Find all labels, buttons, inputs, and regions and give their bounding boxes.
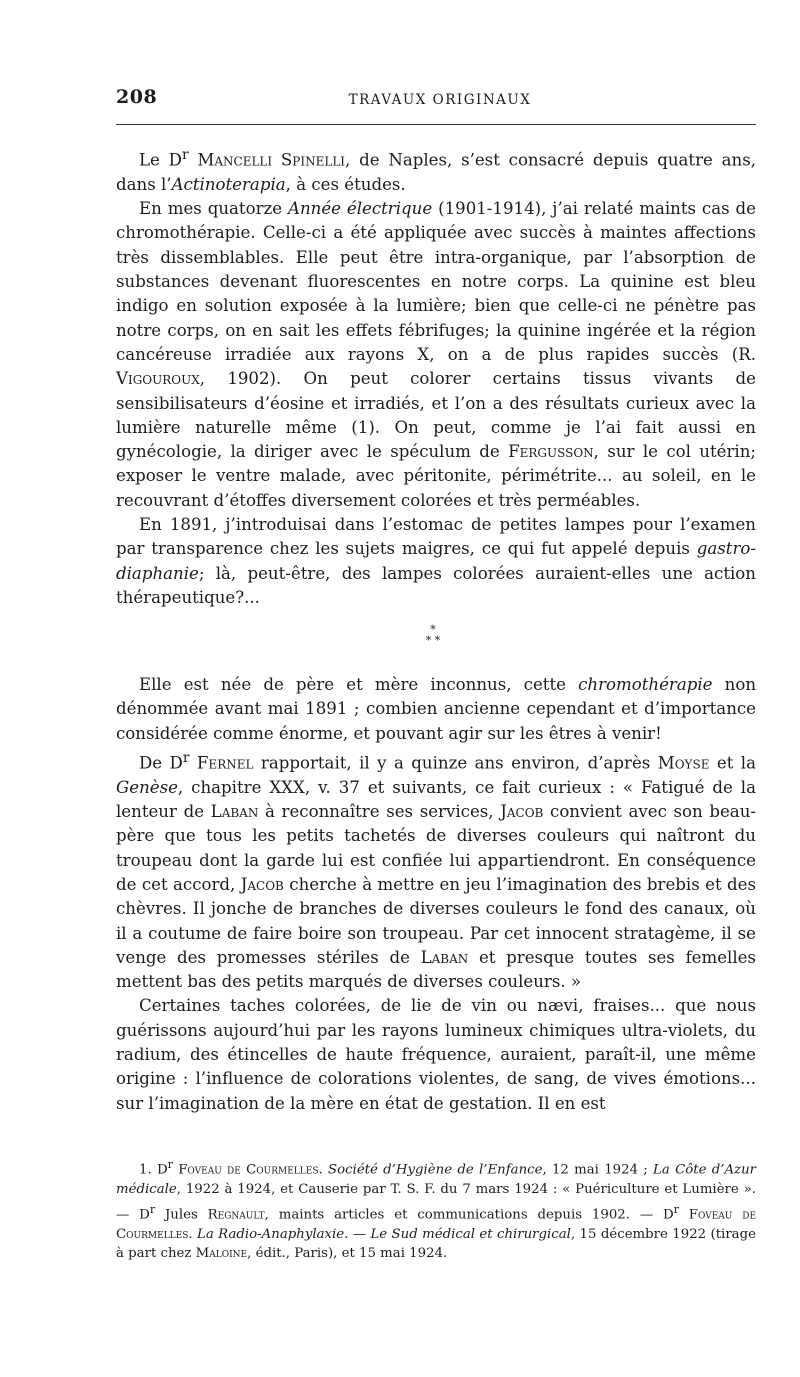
asterism-separator: * * *	[425, 623, 441, 647]
footnote-1: 1. $D^r$ Foveau de Courmelles. Société d’Hygiène de l’Enfance, 12 mai 1924 ; La Côte d’Azur médicale, 1922 à 1924, et Causerie par T. S. F. du 7 mars 1924 : « Puériculture et Lumière ». — $D^r$ Jules Regnault, maints articles et communications depuis 1902. — $D^r$ Foveau de Courmelles. La Radio-Anaphylaxie. — Le Sud médical et chirurgical, 15 décembre 1922 (tirage à part chez Maloine, édit., Paris), et 15 mai 1924.	[116, 1158, 757, 1262]
main-text	[116, 143, 756, 610]
running-title: TRAVAUX ORIGINAUX	[348, 92, 532, 108]
paragraph-2: En mes quatorze Année électrique (1901-1914), j’ai relaté maints cas de chromothérapie. Celle-ci a été appliquée avec succès à maintes affections très dissemblables. Elle peut être intra-organique, par l’absorption de substances devenant fluorescentes en notre corps. La quinine est bleu indigo en solution exposée à la lumière; bien que celle-ci ne pénètre pas notre corps, on en sait les effets fébrifuges; la quinine ingérée et la région cancéreuse irradiée aux rayons X, on a de plus rapides succès (R. Vigouroux, 1902). On peut colorer certains tissus vivants de sensibilisateurs d’éosine et irradiés, et l’on a des résultats curieux avec la lumière naturelle même (1). On peut, comme je l’ai fait aussi en gynécologie, la diriger avec le spéculum de Fergusson, sur le col utérin; exposer le ventre malade, avec péritonite, périmétrite... au soleil, en le recouvrant d’étoffes diversement colorées et très perméables.	[116, 199, 756, 510]
paragraph-5: De $D^r$ Fernel rapportait, il y a quinze ans environ, d’après Moyse et la Genèse, chapitre XXX, v. 37 et suivants, ce fait curieux : « Fatigué de la lenteur de Laban à reconnaître ses services, Jacob convient avec son beau-père que tous les petits tachetés de diverses couleurs qui naîtront du troupeau dont la garde lui est confiée lui appartiendront. En conséquence de cet accord, Jacob cherche à mettre en jeu l’imagination des brebis et des chèvres. Il jonche de branches de diverses couleurs le fond des canaux, où il a coutume de faire boire son troupeau. Par cet innocent stratagème, il se venge des promesses stériles de Laban et presque toutes ses femelles mettent bas des petits marqués de diverses couleurs. »	[116, 749, 756, 992]
paragraph-1: Le $D^r$ Mancelli Spinelli, de Naples, s’est consacré depuis quatre ans, dans l’Actinoterapia, à ces études.	[116, 147, 757, 194]
paragraph-4: Elle est née de père et mère inconnus, cette chromothérapie non dénommée avant mai 1891 ; combien ancienne cependant et d’importance considérée comme énorme, et pouvant agir sur les êtres à venir!	[116, 675, 757, 743]
header-rule	[116, 124, 756, 125]
paragraph-6: Certaines taches colorées, de lie de vin ou nævi, fraises... que nous guérissons aujourd’hui par les rayons lumineux chimiques ultra-violets, du radium, des étincelles de haute fréquence, auraient, paraît-il, une même origine : l’influence de colorations violentes, de sang, de vives émotions... sur l’imagination de la mère en état de gestation. Il en est	[116, 996, 756, 1113]
main-text-continued	[116, 673, 756, 1116]
paragraph-3: En 1891, j’introduisai dans l’estomac de petites lampes pour l’examen par transparence chez les sujets maigres, ce qui fut appelé depuis gastro-diaphanie; là, peut-être, des lampes colorées auraient-elles une action thérapeutique?...	[116, 514, 756, 607]
page-number: 208	[116, 86, 158, 108]
